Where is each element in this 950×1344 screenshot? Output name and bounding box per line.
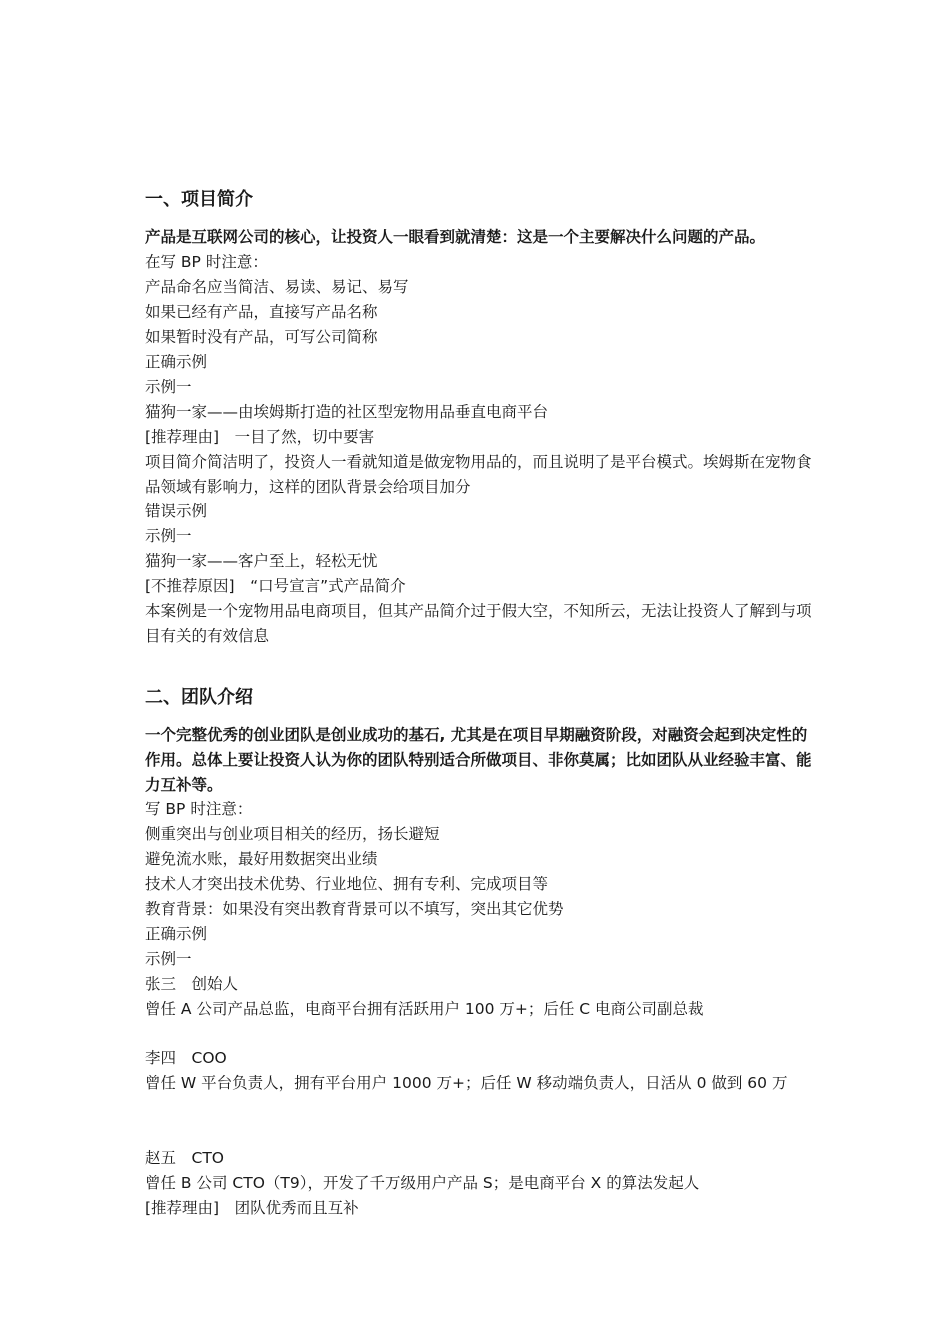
team-member-desc: 曾任 A 公司产品总监，电商平台拥有活跃用户 100 万+；后任 C 电商公司副总裁 [145,1000,704,1018]
section-heading-project-intro: 一、项目简介 [145,189,253,210]
text-line: 在写 BP 时注意： [145,253,268,271]
text-line: 如果暂时没有产品，可写公司简称 [145,328,378,346]
text-line: 示例一 [145,378,192,396]
team-member-title: 张三 创始人 [145,975,239,993]
text-line: 正确示例 [145,353,208,371]
text-line: [推荐理由] 一目了然，切中要害 [145,428,375,446]
team-member-desc: 曾任 B 公司 CTO（T9），开发了千万级用户产品 S；是电商平台 X 的算法发起人 [145,1174,700,1192]
text-line: 正确示例 [145,925,208,943]
text-line: 示例一 [145,950,192,968]
team-member-desc: 曾任 W 平台负责人，拥有平台用户 1000 万+；后任 W 移动端负责人，日活从 0 做到 60 万 [145,1074,788,1092]
paragraph-wrong-explanation: 本案例是一个宠物用品电商项目，但其产品简介过于假大空，不知所云，无法让投资人了解到与项目有关的有效信息 [145,602,812,645]
text-line: 产品命名应当简洁、易读、易记、易写 [145,278,409,296]
intro-bold-text: 产品是互联网公司的核心，让投资人一眼看到就清楚：这是一个主要解决什么问题的产品。 [145,228,766,246]
text-line: 如果已经有产品，直接写产品名称 [145,303,378,321]
text-line: 猫狗一家——客户至上，轻松无忧 [145,552,378,570]
team-member-title: 李四 COO [145,1049,227,1067]
intro-bold-paragraph: 一个完整优秀的创业团队是创业成功的基石, 尤其是在项目早期融资阶段，对融资会起到决定性的作用。总体上要让投资人认为你的团队特别适合所做项目、非你莫属；比如团队从业经验丰富、能力互补等。 [145,726,812,794]
text-line: 错误示例 [145,502,208,520]
text-line: 避免流水账，最好用数据突出业绩 [145,850,378,868]
team-member-title: 赵五 CTO [145,1149,224,1167]
text-line: 写 BP 时注意： [145,800,253,818]
text-line: 猫狗一家——由埃姆斯打造的社区型宠物用品垂直电商平台 [145,403,549,421]
text-line: 技术人才突出技术优势、行业地位、拥有专利、完成项目等 [145,875,549,893]
paragraph-correct-explanation: 项目简介简洁明了，投资人一看就知道是做宠物用品的，而且说明了是平台模式。埃姆斯在宠物食品领域有影响力，这样的团队背景会给项目加分 [145,453,812,496]
text-line: 侧重突出与创业项目相关的经历，扬长避短 [145,825,440,843]
section-heading-team-intro: 二、团队介绍 [145,687,253,708]
text-line: 示例一 [145,527,192,545]
text-line: [不推荐原因] “口号宣言”式产品简介 [145,577,406,595]
text-line: 教育背景：如果没有突出教育背景可以不填写，突出其它优势 [145,900,564,918]
recommend-reason: [推荐理由] 团队优秀而且互补 [145,1199,359,1217]
